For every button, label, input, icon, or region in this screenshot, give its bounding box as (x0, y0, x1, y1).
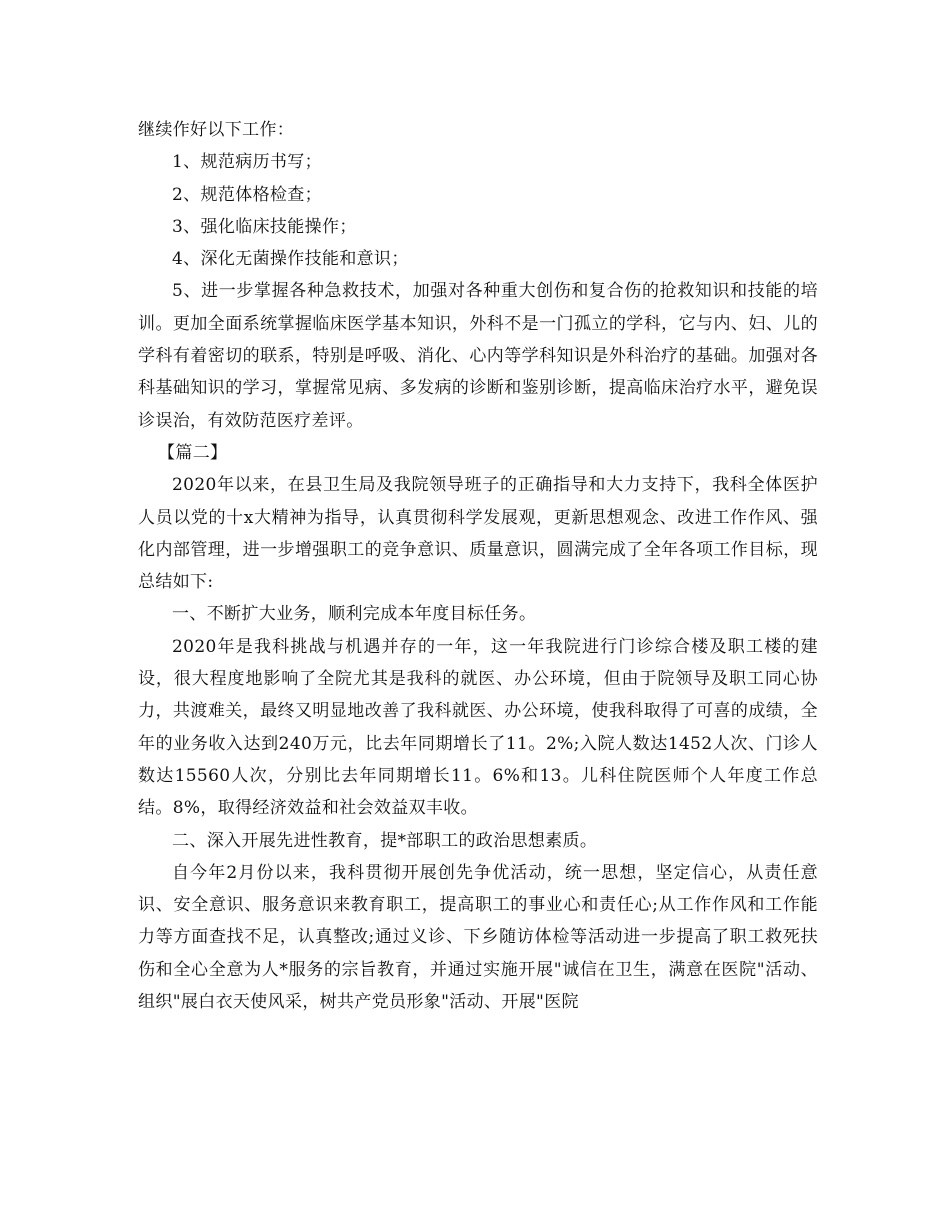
document-body (138, 114, 818, 1018)
list-item-5: 5、进一步掌握各种急救技术，加强对各种重大创伤和复合伤的抢救知识和技能的培训。更加全面系统掌握临床医学基本知识，外科不是一门孤立的学科，它与内、妇、儿的学科有着密切的联系，特别是呼吸、消化、心内等学科知识是外科治疗的基础。加强对各科基础知识的学习，掌握常见病、多发病的诊断和鉴别诊断，提高临床治疗水平，避免误诊误治，有效防范医疗差评。 (138, 281, 818, 431)
paragraph-overview: 2020年以来，在县卫生局及我院领导班子的正确指导和大力支持下，我科全体医护人员以党的十x大精神为指导，认真贯彻科学发展观，更新思想观念、改进工作作风、强化内部管理，进一步增强职工的竞争意识、质量意识，圆满完成了全年各项工作目标，现总结如下: (138, 475, 818, 593)
paragraph-education: 自今年2月份以来，我科贯彻开展创先争优活动，统一思想，坚定信心，从责任意识、安全意识、服务意识来教育职工，提高职工的事业心和责任心;从工作作风和工作能力等方面查找不足，认真整改;通过义诊、下乡随访体检等活动进一步提高了职工救死扶伤和全心全意为人*服务的宗旨教育，并通过实施开展"诚信在卫生，满意在医院"活动、组织"展白衣天使风采，树共产党员形象"活动、开展"医院 (138, 862, 818, 1013)
list-item-1: 1、规范病历书写； (172, 152, 322, 173)
list-item-3: 3、强化临床技能操作； (172, 216, 357, 237)
subheading-education: 二、深入开展先进性教育，提*部职工的政治思想素质。 (172, 830, 598, 851)
paragraph-business: 2020年是我科挑战与机遇并存的一年，这一年我院进行门诊综合楼及职工楼的建设，很大程度地影响了全院尤其是我科的就医、办公环境，但由于院领导及职工同心协力，共渡难关，最终又明显地改善了我科就医、办公环境，使我科取得了可喜的成绩，全年的业务收入达到240万元，比去年同期增长了11。2%;入院人数达1452人次、门诊人数达15560人次，分别比去年同期增长11。6%和13。儿科住院医师个人年度工作总结。8%，取得经济效益和社会效益双丰收。 (138, 636, 818, 819)
section-heading: 【篇二】 (158, 442, 228, 463)
list-item-4: 4、深化无菌操作技能和意识； (172, 249, 409, 270)
list-item-2: 2、规范体格检查； (172, 184, 322, 205)
paragraph-intro: 继续作好以下工作： (138, 120, 295, 140)
subheading-business: 一、不断扩大业务，顺利完成本年度目标任务。 (172, 604, 537, 625)
